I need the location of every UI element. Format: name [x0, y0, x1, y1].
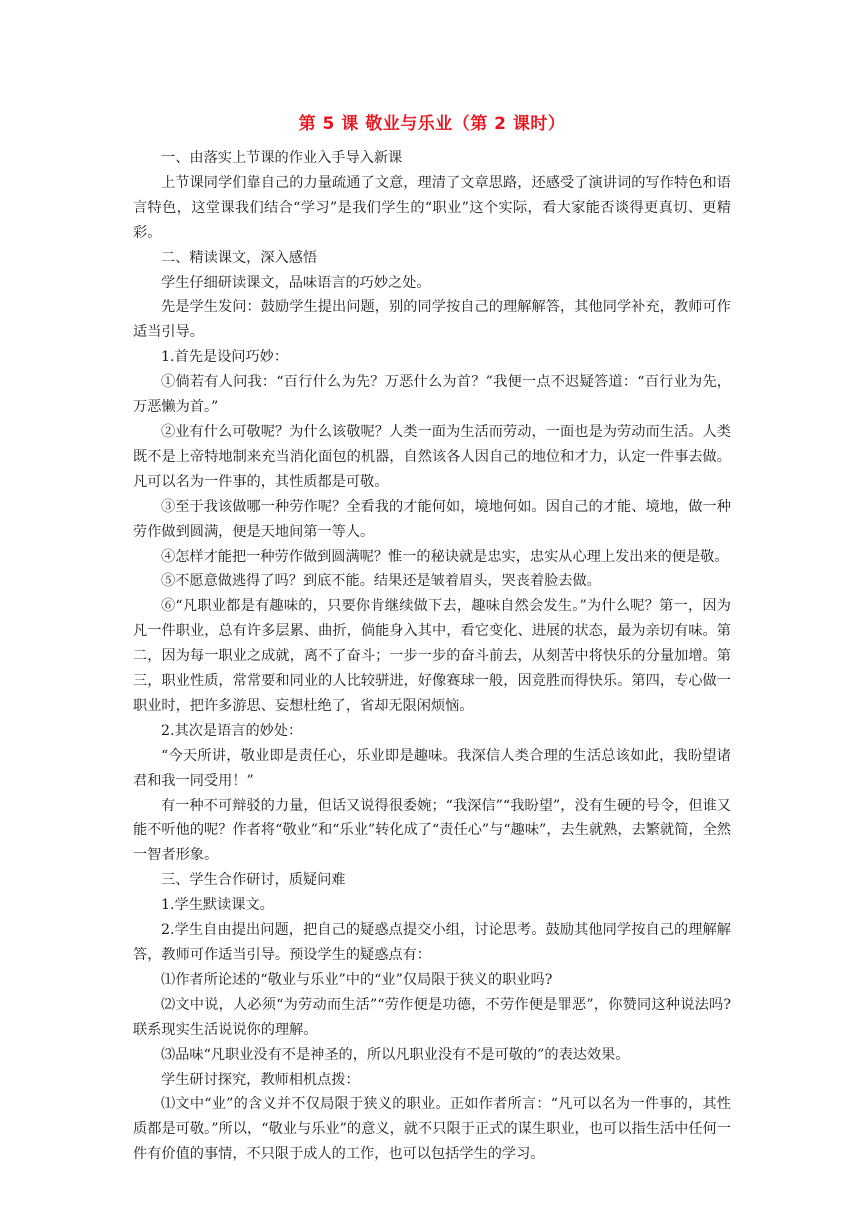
section-heading: 一、由落实上节课的作业入手导入新课: [161, 150, 403, 166]
paragraph: 学生仔细研读课文，品味语言的巧妙之处。: [161, 274, 431, 291]
list-item: ④怎样才能把一种劳作做到圆满呢？惟一的秘诀就是忠实，忠实从心理上发出来的便是敬。: [161, 548, 729, 565]
list-item: ③至于我该做哪一种劳作呢？全看我的才能何如，境地何如。因自己的才能、境地，做一种劳作做到圆满，便是天地间第一等人。: [133, 498, 731, 540]
question-item: ⑵文中说，人必须“为劳动而生活”“劳作便是功德，不劳作便是罪恶”，你赞同这种说法吗?联系现实生活说说你的理解。: [133, 996, 731, 1038]
list-item: ②业有什么可敬呢？为什么该敬呢？人类一面为生活而劳动，一面也是为劳动而生活。人类既不是上帝特地制来充当消化面包的机器，自然该各人因自己的地位和才力，认定一件事去做。凡可以名为一件事的，其性质都是可敬。: [133, 423, 731, 490]
document-page: [133, 112, 731, 1167]
paragraph: 先是学生发问：鼓励学生提出问题，别的同学按自己的理解解答，其他同学补充，教师可作适当引导。: [133, 299, 731, 341]
document-title: 第 5 课 敬业与乐业（第 2 课时）: [298, 114, 566, 134]
list-heading: 1.首先是设问巧妙：: [161, 349, 289, 366]
list-heading: 2.其次是语言的妙处：: [161, 722, 303, 739]
paragraph: 有一种不可辩驳的力量，但话又说得很委婉；“我深信”“我盼望”，没有生硬的号令，但谁又能不听他的呢？作者将“敬业”和“乐业”转化成了“责任心”与“趣味”，去生就熟，去繁就简，全然一智者形象。: [133, 797, 731, 864]
quote-paragraph: “今天所讲，敬业即是责任心，乐业即是趣味。我深信人类合理的生活总该如此，我盼望诸君和我一同受用！”: [133, 747, 731, 789]
question-item: ⑴作者所论述的“敬业与乐业”中的“业”仅局限于狭义的职业吗?: [161, 971, 553, 988]
section-heading: 三、学生合作研讨，质疑问难: [161, 872, 346, 889]
question-item: ⑶品味“凡职业没有不是神圣的，所以凡职业没有不是可敬的”的表达效果。: [161, 1046, 630, 1063]
list-item: ⑤不愿意做逃得了吗？到底不能。结果还是皱着眉头，哭丧着脸去做。: [161, 573, 601, 590]
list-item: ⑥“凡职业都是有趣味的，只要你肯继续做下去，趣味自然会发生。”为什么呢？第一，因为凡一件职业，总有许多层累、曲折，倘能身入其中，看它变化、进展的状态，最为亲切有味。第二，因为每一职业之成就，离不了奋斗；一步一步的奋斗前去，从刻苦中将快乐的分量加增。第三，职业性质，常常要和同业的人比较骈进，好像赛球一般，因竞胜而得快乐。第四，专心做一职业时，把许多游思、妄想杜绝了，省却无限闲烦恼。: [133, 598, 731, 714]
section-heading: 二、精读课文，深入感悟: [161, 249, 318, 266]
list-item: 1.学生默读课文。: [161, 897, 274, 914]
answer-item: ⑴文中“业”的含义并不仅局限于狭义的职业。正如作者所言：“凡可以名为一件事的，其性质都是可敬。”所以，“敬业与乐业”的意义，就不只限于正式的谋生职业，也可以指生活中任何一件有价值的事情，不只限于成人的工作，也可以包括学生的学习。: [133, 1096, 731, 1163]
list-item: ①倘若有人问我：“百行什么为先？万恶什么为首？”我便一点不迟疑答道：“百行业为先，万恶懒为首。”: [133, 374, 731, 416]
list-item: 2.学生自由提出问题，把自己的疑惑点提交小组，讨论思考。鼓励其他同学按自己的理解解答，教师可作适当引导。预设学生的疑惑点有：: [133, 922, 731, 963]
paragraph: 上节课同学们靠自己的力量疏通了文意，理清了文章思路，还感受了演讲词的写作特色和语言特色，这堂课我们结合“学习”是我们学生的“职业”这个实际，看大家能否谈得更真切、更精彩。: [133, 174, 731, 241]
paragraph: 学生研讨探究，教师相机点拨：: [161, 1071, 360, 1088]
document-body: [133, 146, 731, 1167]
